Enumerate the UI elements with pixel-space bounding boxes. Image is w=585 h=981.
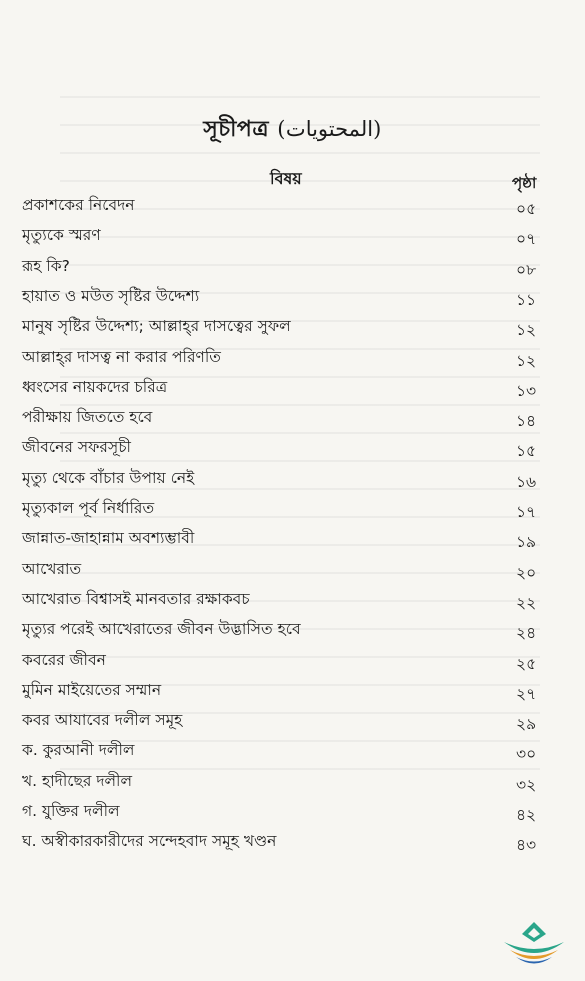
toc-entry-page: ১৯: [516, 533, 537, 552]
toc-entry-page: ১১: [516, 290, 537, 309]
toc-entry-label: ক. কুরআনী দলীল: [22, 741, 135, 760]
column-header-subject: বিষয়: [270, 169, 302, 188]
toc-entry: [22, 345, 562, 375]
toc-entry: [22, 829, 562, 859]
toc-entry: [22, 375, 562, 405]
toc-entry-label: হায়াত ও মউত সৃষ্টির উদ্দেশ্য: [22, 286, 200, 305]
toc-entry-label: কবরের জীবন: [22, 650, 106, 669]
toc-entry: [22, 617, 562, 647]
toc-entry-page: ১৭: [516, 503, 537, 521]
toc-entry-label: মৃত্যুর পরেই আখেরাতের জীবন উদ্ভাসিত হবে: [22, 620, 301, 639]
toc-entry-page: ১৬: [516, 472, 537, 491]
toc-entry: [22, 254, 562, 284]
toc-entry-page: ৩০: [516, 745, 537, 764]
toc-entry-label: রূহ কি?: [22, 256, 70, 275]
toc-entry: [22, 678, 562, 708]
toc-entry-label: কবর আযাবের দলীল সমূহ: [22, 711, 183, 730]
toc-entry-page: ০৮: [516, 260, 537, 279]
publisher-logo-icon: [498, 920, 570, 966]
column-header-page: পৃষ্ঠা: [512, 174, 537, 192]
toc-entry-label: আখেরাত: [22, 559, 82, 578]
toc-entry: [22, 587, 562, 617]
toc-entry-page: ২৭: [516, 684, 537, 703]
toc-entry-label: মানুষ সৃষ্টির উদ্দেশ্য; আল্লাহ্‌র দাসত্বের সুফল: [22, 317, 291, 336]
toc-entry-page: ১৫: [516, 442, 537, 461]
toc-entry: [22, 314, 562, 344]
toc-entry: [22, 466, 562, 496]
toc-entry-page: ০৫: [516, 200, 537, 218]
toc-entry-label: প্রকাশকের নিবেদন: [22, 196, 135, 214]
toc-entry: [22, 769, 562, 799]
toc-entry: [22, 496, 562, 526]
toc-entry-label: মৃত্যু থেকে বাঁচার উপায় নেই: [22, 468, 195, 487]
toc-entry-page: ১৪: [516, 412, 537, 431]
toc-entry-page: ১২: [516, 351, 537, 370]
title-bengali: সূচীপত্র: [203, 117, 270, 142]
toc-entry-page: ১২: [516, 321, 537, 340]
toc-entry-page: ২২: [516, 593, 537, 612]
toc-entry-label: মৃত্যুকাল পূর্ব নির্ধারিত: [22, 499, 155, 517]
toc-entry-page: ৩২: [516, 775, 537, 794]
toc-entry-label: মৃত্যুকে স্মরণ: [22, 226, 101, 245]
toc-entry-page: ২৪: [516, 624, 537, 643]
toc-entry-page: ৪২: [516, 806, 537, 824]
toc-entry: [22, 648, 562, 678]
toc-entry-label: জান্নাত-জাহান্নাম অবশ্যম্ভাবী: [22, 529, 195, 548]
toc-entry: [22, 405, 562, 435]
toc-entry: [22, 738, 562, 768]
toc-entry-label: মুমিন মাইয়েতের সম্মান: [22, 680, 162, 699]
toc-entry: [22, 708, 562, 738]
toc-entry-page: ২০: [516, 563, 537, 582]
toc-entry-page: ৪৩: [516, 836, 537, 855]
toc-entry-label: জীবনের সফরসূচী: [22, 438, 131, 457]
toc-entry-page: ২৯: [516, 715, 537, 734]
toc-entry-page: ১৩: [516, 381, 537, 400]
toc-entry-label: আল্লাহ্‌র দাসত্ব না করার পরিণতি: [22, 347, 221, 366]
toc-entry: [22, 223, 562, 253]
toc-entry-label: আখেরাত বিশ্বাসই মানবতার রক্ষাকবচ: [22, 589, 250, 608]
toc-entry: [22, 193, 562, 223]
toc-entry-label: খ. হাদীছের দলীল: [22, 771, 132, 790]
title-arabic: (المحتويات): [277, 117, 382, 141]
toc-entry-page: ০৭: [516, 230, 537, 249]
toc-entry: [22, 435, 562, 465]
toc-entry-label: ধ্বংসের নায়কদের চরিত্র: [22, 377, 168, 396]
toc-entry-page: ২৫: [516, 654, 537, 673]
toc-entry: [22, 526, 562, 556]
toc-entry: [22, 284, 562, 314]
toc-entry-label: গ. যুক্তির দলীল: [22, 802, 120, 820]
toc-entry: [22, 799, 562, 829]
page-title: [0, 112, 585, 149]
toc-entry-label: ঘ. অস্বীকারকারীদের সন্দেহবাদ সমূহ খণ্ডন: [22, 832, 277, 851]
toc-entry-label: পরীক্ষায় জিততে হবে: [22, 408, 153, 427]
toc-entry: [22, 557, 562, 587]
